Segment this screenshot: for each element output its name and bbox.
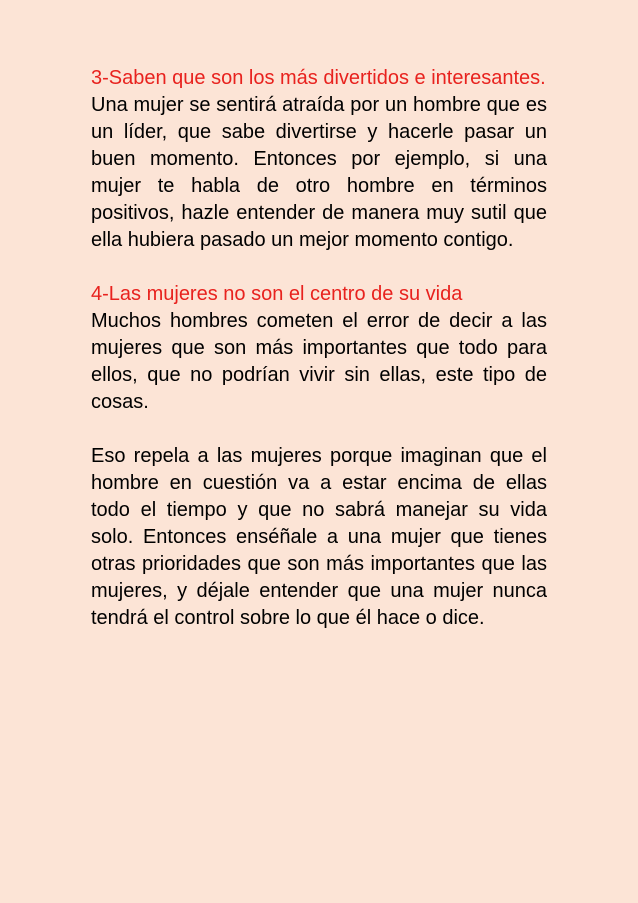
section-paragraph: Eso repela a las mujeres porque imaginan que el hombre en cuestión va a estar encima de ellas todo el tiempo y que no sabrá manejar su vida solo. Entonces enséñale a una mujer que tienes otras prioridades que son más importantes que las mujeres, y déjale entender que una mujer nunca tendrá el control sobre lo que él hace o dice. <box>91 445 547 629</box>
section-4 <box>91 281 547 632</box>
section-paragraph: Una mujer se sentirá atraída por un hombre que es un líder, que sabe divertirse y hacerle pasar un buen momento. Entonces por ejemplo, si una mujer te habla de otro hombre en términos positivos, hazle entender de manera muy sutil que ella hubiera pasado un mejor momento contigo. <box>91 94 547 251</box>
section-heading: 3-Saben que son los más divertidos e interesantes. <box>91 67 546 89</box>
section-paragraph: Muchos hombres cometen el error de decir a las mujeres que son más importantes que todo para ellos, que no podrían vivir sin ellas, este tipo de cosas. <box>91 310 547 413</box>
section-heading: 4-Las mujeres no son el centro de su vida <box>91 283 463 305</box>
paragraph-spacer <box>91 416 547 443</box>
section-3 <box>91 65 547 254</box>
